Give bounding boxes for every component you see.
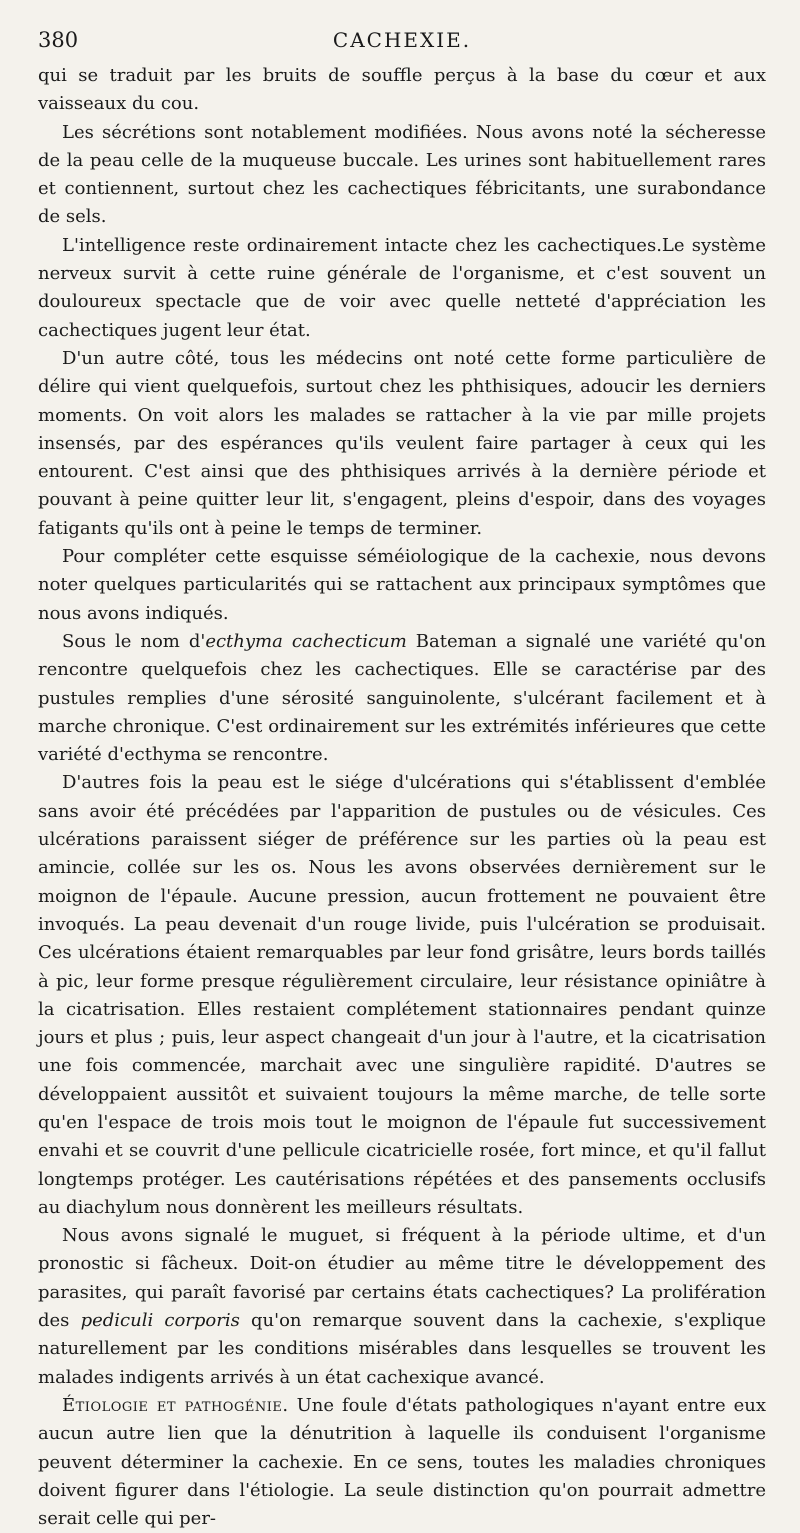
text-run: Nous avons signalé le muguet, si fréquent à la période ultime, et d'un pronostic si fâcheux. Doit-on étudier au même titre le développement des parasites, qui paraît favorisé par certains états cachectiques? La prolifération des	[38, 1225, 766, 1332]
italic-text: pediculi corporis	[80, 1310, 240, 1332]
text-run: Sous le nom d'	[62, 630, 206, 652]
text-run: qui se traduit par les bruits de souffle perçus à la base du cœur et aux vaisseaux du cou.	[38, 65, 766, 115]
text-run: D'autres fois la peau est le siége d'ulcérations qui s'établissent d'emblée sans avoir été précédées par l'apparition de pustules ou de vésicules. Ces ulcérations paraissent siéger de préférence sur les parties où la peau est amincie, collée sur les os. Nous les avons observées dernièrement sur le moignon de l'épaule. Aucune pression, aucun frottement ne pouvaient être invoqués. La peau devenait d'un rouge livide, puis l'ulcération se produisait. Ces ulcérations étaient remarquables par leur fond grisâtre, leurs bords taillés à pic, leur forme presque régulièrement circulaire, leur résistance opiniâtre à la cicatrisation. Elles restaient complétement stationnaires pendant quinze jours et plus ; puis, leur aspect changeait d'un jour à l'autre, et la cicatrisation une fois commencée, marchait avec une singulière rapidité. D'autres se développaient aussitôt et suivaient toujours la même marche, de telle sorte qu'en l'espace de trois mois tout le moignon de l'épaule fut successivement envahi et se couvrit d'une pellicule cicatricielle rosée, fort mince, et qu'il fallut longtemps protéger. Les cautérisations répétées et des pansements occlusifs au diachylum nous donnèrent les meilleurs résultats.	[38, 772, 766, 1218]
page-number: 380	[38, 28, 79, 52]
text-run: qu'on remarque souvent dans la cachexie, s'explique naturellement par les conditions misérables dans lesquelles se trouvent les malades indigents arrivés à un état cachexique avancé.	[38, 1310, 766, 1388]
paragraph	[38, 769, 766, 1222]
paragraph	[38, 1392, 766, 1533]
text-run: Une foule d'états pathologiques n'ayant entre eux aucun autre lien que la dénutrition à laquelle ils conduisent l'organisme peuvent déterminer la cachexie. En ce sens, toutes les maladies chroniques doivent figurer dans l'étiologie. La seule distinction qu'on pourrait admettre serait celle qui per-	[38, 1394, 766, 1530]
paragraph	[38, 1222, 766, 1392]
section-heading: Étiologie et pathogénie.	[62, 1394, 289, 1416]
text-run: Pour compléter cette esquisse séméiologique de la cachexie, nous devons noter quelques particularités qui se rattachent aux principaux symptômes que nous avons indiqués.	[38, 546, 766, 624]
paragraph	[38, 345, 766, 543]
paragraph	[38, 232, 766, 345]
text-run: Bateman a signalé une variété qu'on rencontre quelquefois chez les cachectiques. Elle se caractérise par des pustules remplies d'une sérosité sanguinolente, s'ulcérant facilement et à marche chronique. C'est ordinairement sur les extrémités inférieures que cette variété d'ecthyma se rencontre.	[38, 630, 766, 766]
text-run: Les sécrétions sont notablement modifiées. Nous avons noté la sécheresse de la peau celle de la muqueuse buccale. Les urines sont habituellement rares et contiennent, surtout chez les cachectiques fébricitants, une surabondance de sels.	[38, 121, 766, 228]
running-title: CACHEXIE.	[332, 28, 472, 52]
book-page	[38, 0, 766, 1530]
text-run: D'un autre côté, tous les médecins ont noté cette forme particulière de délire qui vient quelquefois, surtout chez les phthisiques, adoucir les derniers moments. On voit alors les malades se rattacher à la vie par mille projets insensés, par des espérances qu'ils veulent faire partager à ceux qui les entourent. C'est ainsi que des phthisiques arrivés à la dernière période et pouvant à peine quitter leur lit, s'engagent, pleins d'espoir, dans des voyages fatigants qu'ils ont à peine le temps de terminer.	[38, 347, 766, 539]
running-head	[38, 0, 766, 62]
paragraph	[38, 628, 766, 769]
italic-text: ecthyma cachecticum	[205, 630, 407, 652]
text-run: L'intelligence reste ordinairement intacte chez les cachectiques.Le système nerveux survit à cette ruine générale de l'organisme, et c'est souvent un douloureux spectacle que de voir avec quelle netteté d'appréciation les cachectiques jugent leur état.	[38, 234, 766, 341]
paragraph	[38, 119, 766, 232]
paragraph	[38, 543, 766, 628]
paragraph	[38, 62, 766, 119]
body-text	[38, 62, 766, 1533]
